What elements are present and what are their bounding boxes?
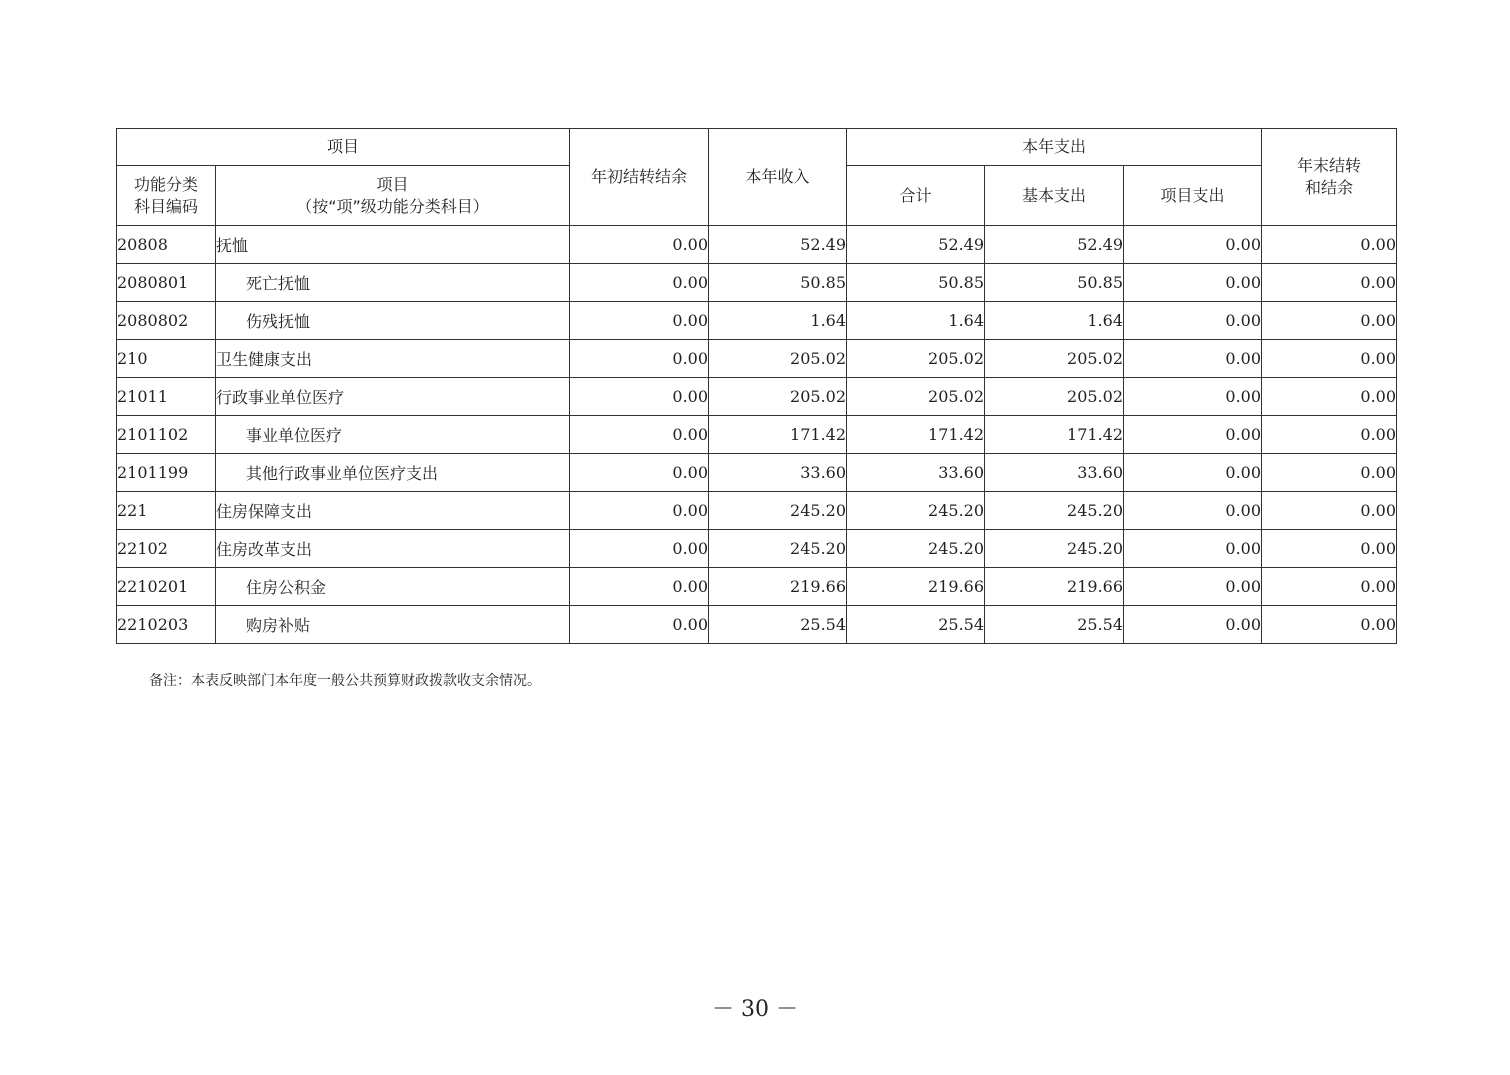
- cell-opening-balance: 0.00: [570, 302, 709, 340]
- cell-name: 住房保障支出: [216, 492, 570, 530]
- cell-opening-balance: 0.00: [570, 492, 709, 530]
- cell-closing-balance: 0.00: [1262, 226, 1397, 264]
- cell-project: 0.00: [1124, 454, 1262, 492]
- cell-basic: 171.42: [985, 416, 1124, 454]
- cell-basic: 205.02: [985, 378, 1124, 416]
- header-project: 项目支出: [1124, 166, 1262, 226]
- table-header: [117, 129, 1397, 226]
- table-row: [117, 416, 1397, 454]
- table-row: [117, 530, 1397, 568]
- cell-name: 住房改革支出: [216, 530, 570, 568]
- cell-total: 1.64: [847, 302, 985, 340]
- header-total: 合计: [847, 166, 985, 226]
- cell-total: 205.02: [847, 378, 985, 416]
- header-opening-balance: 年初结转结余: [570, 129, 709, 226]
- cell-income: 50.85: [709, 264, 847, 302]
- table-row: [117, 568, 1397, 606]
- cell-opening-balance: 0.00: [570, 340, 709, 378]
- cell-income: 171.42: [709, 416, 847, 454]
- cell-project: 0.00: [1124, 416, 1262, 454]
- cell-code: 20808: [117, 226, 216, 264]
- header-basic: 基本支出: [985, 166, 1124, 226]
- table-row: [117, 226, 1397, 264]
- cell-code: 221: [117, 492, 216, 530]
- table-row: [117, 340, 1397, 378]
- cell-opening-balance: 0.00: [570, 606, 709, 644]
- cell-project: 0.00: [1124, 264, 1262, 302]
- cell-name: 抚恤: [216, 226, 570, 264]
- table-row: [117, 264, 1397, 302]
- cell-closing-balance: 0.00: [1262, 530, 1397, 568]
- cell-basic: 245.20: [985, 492, 1124, 530]
- cell-name: 行政事业单位医疗: [216, 378, 570, 416]
- budget-table: [116, 128, 1397, 644]
- cell-basic: 245.20: [985, 530, 1124, 568]
- cell-code: 21011: [117, 378, 216, 416]
- cell-name: 死亡抚恤: [216, 264, 570, 302]
- cell-total: 245.20: [847, 492, 985, 530]
- cell-project: 0.00: [1124, 568, 1262, 606]
- table-row: [117, 606, 1397, 644]
- cell-name: 其他行政事业单位医疗支出: [216, 454, 570, 492]
- header-closing-balance: 年末结转 和结余: [1262, 129, 1397, 226]
- cell-closing-balance: 0.00: [1262, 568, 1397, 606]
- cell-project: 0.00: [1124, 302, 1262, 340]
- page-number: － 30 －: [712, 997, 798, 1022]
- cell-income: 33.60: [709, 454, 847, 492]
- cell-closing-balance: 0.00: [1262, 264, 1397, 302]
- cell-total: 171.42: [847, 416, 985, 454]
- cell-opening-balance: 0.00: [570, 416, 709, 454]
- cell-code: 2080801: [117, 264, 216, 302]
- header-income: 本年收入: [709, 129, 847, 226]
- cell-code: 2101102: [117, 416, 216, 454]
- cell-project: 0.00: [1124, 606, 1262, 644]
- cell-opening-balance: 0.00: [570, 530, 709, 568]
- cell-closing-balance: 0.00: [1262, 606, 1397, 644]
- header-name: 项目 （按“项”级功能分类科目）: [216, 166, 570, 226]
- cell-income: 205.02: [709, 378, 847, 416]
- cell-total: 245.20: [847, 530, 985, 568]
- cell-total: 52.49: [847, 226, 985, 264]
- cell-basic: 25.54: [985, 606, 1124, 644]
- cell-basic: 33.60: [985, 454, 1124, 492]
- cell-closing-balance: 0.00: [1262, 416, 1397, 454]
- cell-closing-balance: 0.00: [1262, 492, 1397, 530]
- cell-code: 2210203: [117, 606, 216, 644]
- cell-total: 50.85: [847, 264, 985, 302]
- cell-project: 0.00: [1124, 226, 1262, 264]
- cell-income: 245.20: [709, 492, 847, 530]
- cell-income: 245.20: [709, 530, 847, 568]
- cell-code: 22102: [117, 530, 216, 568]
- cell-total: 33.60: [847, 454, 985, 492]
- header-expenditure-group: 本年支出: [847, 129, 1262, 166]
- table-row: [117, 378, 1397, 416]
- cell-total: 219.66: [847, 568, 985, 606]
- header-code: 功能分类 科目编码: [117, 166, 216, 226]
- cell-basic: 52.49: [985, 226, 1124, 264]
- cell-total: 205.02: [847, 340, 985, 378]
- cell-project: 0.00: [1124, 378, 1262, 416]
- cell-opening-balance: 0.00: [570, 568, 709, 606]
- cell-opening-balance: 0.00: [570, 454, 709, 492]
- cell-income: 1.64: [709, 302, 847, 340]
- cell-closing-balance: 0.00: [1262, 378, 1397, 416]
- table-row: [117, 302, 1397, 340]
- cell-closing-balance: 0.00: [1262, 340, 1397, 378]
- cell-basic: 1.64: [985, 302, 1124, 340]
- cell-code: 2080802: [117, 302, 216, 340]
- cell-closing-balance: 0.00: [1262, 302, 1397, 340]
- cell-name: 事业单位医疗: [216, 416, 570, 454]
- cell-code: 2210201: [117, 568, 216, 606]
- cell-name: 卫生健康支出: [216, 340, 570, 378]
- cell-income: 205.02: [709, 340, 847, 378]
- cell-income: 25.54: [709, 606, 847, 644]
- cell-income: 219.66: [709, 568, 847, 606]
- cell-project: 0.00: [1124, 492, 1262, 530]
- table-row: [117, 492, 1397, 530]
- header-item-group: 项目: [117, 129, 570, 166]
- cell-income: 52.49: [709, 226, 847, 264]
- cell-name: 伤残抚恤: [216, 302, 570, 340]
- cell-name: 住房公积金: [216, 568, 570, 606]
- table-body: [117, 226, 1397, 644]
- cell-project: 0.00: [1124, 340, 1262, 378]
- cell-project: 0.00: [1124, 530, 1262, 568]
- table-row: [117, 454, 1397, 492]
- cell-basic: 50.85: [985, 264, 1124, 302]
- cell-closing-balance: 0.00: [1262, 454, 1397, 492]
- cell-code: 210: [117, 340, 216, 378]
- cell-basic: 219.66: [985, 568, 1124, 606]
- cell-basic: 205.02: [985, 340, 1124, 378]
- cell-opening-balance: 0.00: [570, 226, 709, 264]
- cell-code: 2101199: [117, 454, 216, 492]
- cell-total: 25.54: [847, 606, 985, 644]
- cell-name: 购房补贴: [216, 606, 570, 644]
- cell-opening-balance: 0.00: [570, 264, 709, 302]
- table-note: 备注：本表反映部门本年度一般公共预算财政拨款收支余情况。: [149, 673, 541, 689]
- cell-opening-balance: 0.00: [570, 378, 709, 416]
